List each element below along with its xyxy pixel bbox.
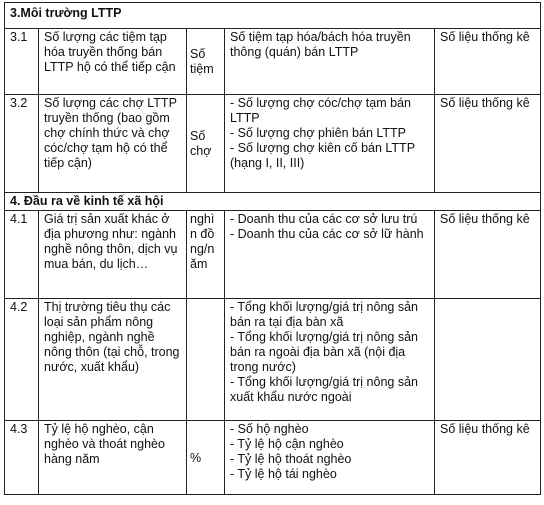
table-row <box>5 421 541 495</box>
table-row <box>5 95 541 193</box>
indicator-cell: Giá trị sản xuất khác ở địa phương như: ngành nghề nông thôn, dịch vụ mua bán, du lịch… <box>39 211 187 299</box>
row-number: 3.1 <box>5 29 39 95</box>
content-cell <box>225 29 435 95</box>
content-line: - Doanh thu của các cơ sở lưu trú <box>230 212 418 226</box>
source-cell: Số liệu thống kê <box>435 211 541 299</box>
content-line: - Số lượng chợ cóc/chợ tạm bán LTTP <box>230 96 411 125</box>
row-number: 4.2 <box>5 299 39 421</box>
table-row <box>5 299 541 421</box>
source-cell: Số liệu thống kê <box>435 421 541 495</box>
unit-cell: Số tiệm <box>187 29 225 95</box>
indicator-cell: Thị trường tiêu thụ các loại sản phẩm nông nghiệp, ngành nghề nông thôn (tại chỗ, trong nước, xuất khẩu) <box>39 299 187 421</box>
content-line: - Tổng khối lượng/giá trị nông sản bán ra tại địa bàn xã <box>230 300 418 329</box>
indicator-table <box>4 2 541 495</box>
content-line: - Tổng khối lượng/giá trị nông sản bán ra ngoài địa bàn xã (nội địa trong nước) <box>230 330 418 374</box>
section-heading-row <box>5 3 541 29</box>
row-number: 4.1 <box>5 211 39 299</box>
indicator-cell: Số lượng các tiệm tạp hóa truyền thống bán LTTP hộ có thể tiếp cận <box>39 29 187 95</box>
section-heading-row <box>5 193 541 211</box>
unit-cell: Số chợ <box>187 95 225 193</box>
unit-text: nghìn đồng/năm <box>190 212 215 271</box>
content-line: - Số lượng chợ kiên cố bán LTTP (hạng I, II, III) <box>230 141 415 170</box>
content-line: - Doanh thu của các cơ sở lữ hành <box>230 227 424 241</box>
row-number: 4.3 <box>5 421 39 495</box>
unit-cell <box>187 211 225 299</box>
content-cell <box>225 95 435 193</box>
content-cell <box>225 211 435 299</box>
indicator-cell: Tỷ lệ hộ nghèo, cận nghèo và thoát nghèo hàng năm <box>39 421 187 495</box>
content-cell <box>225 299 435 421</box>
table-row <box>5 211 541 299</box>
content-cell <box>225 421 435 495</box>
content-line: - Tổng khối lượng/giá trị nông sản xuất khẩu nước ngoài <box>230 375 418 404</box>
content-line: - Tỷ lệ hộ tái nghèo <box>230 467 337 481</box>
section-heading: 4. Đầu ra về kinh tế xã hội <box>5 193 541 211</box>
content-line: - Số hộ nghèo <box>230 422 309 436</box>
content-line: - Tỷ lệ hộ thoát nghèo <box>230 452 352 466</box>
source-cell: Số liệu thống kê <box>435 95 541 193</box>
section-heading: 3.Môi trường LTTP <box>5 3 541 29</box>
unit-cell: % <box>187 421 225 495</box>
indicator-cell: Số lượng các chợ LTTP truyền thống (bao gồm chợ chính thức và chợ cóc/chợ tạm hộ có thể tiếp cận) <box>39 95 187 193</box>
content-line: - Số lượng chợ phiên bán LTTP <box>230 126 407 140</box>
unit-cell <box>187 299 225 421</box>
row-number: 3.2 <box>5 95 39 193</box>
table-row <box>5 29 541 95</box>
source-cell <box>435 299 541 421</box>
source-cell: Số liệu thống kê <box>435 29 541 95</box>
content-line: - Tỷ lệ hộ cận nghèo <box>230 437 344 451</box>
content-line: Số tiệm tạp hóa/bách hóa truyền thông (quán) bán LTTP <box>230 30 411 59</box>
